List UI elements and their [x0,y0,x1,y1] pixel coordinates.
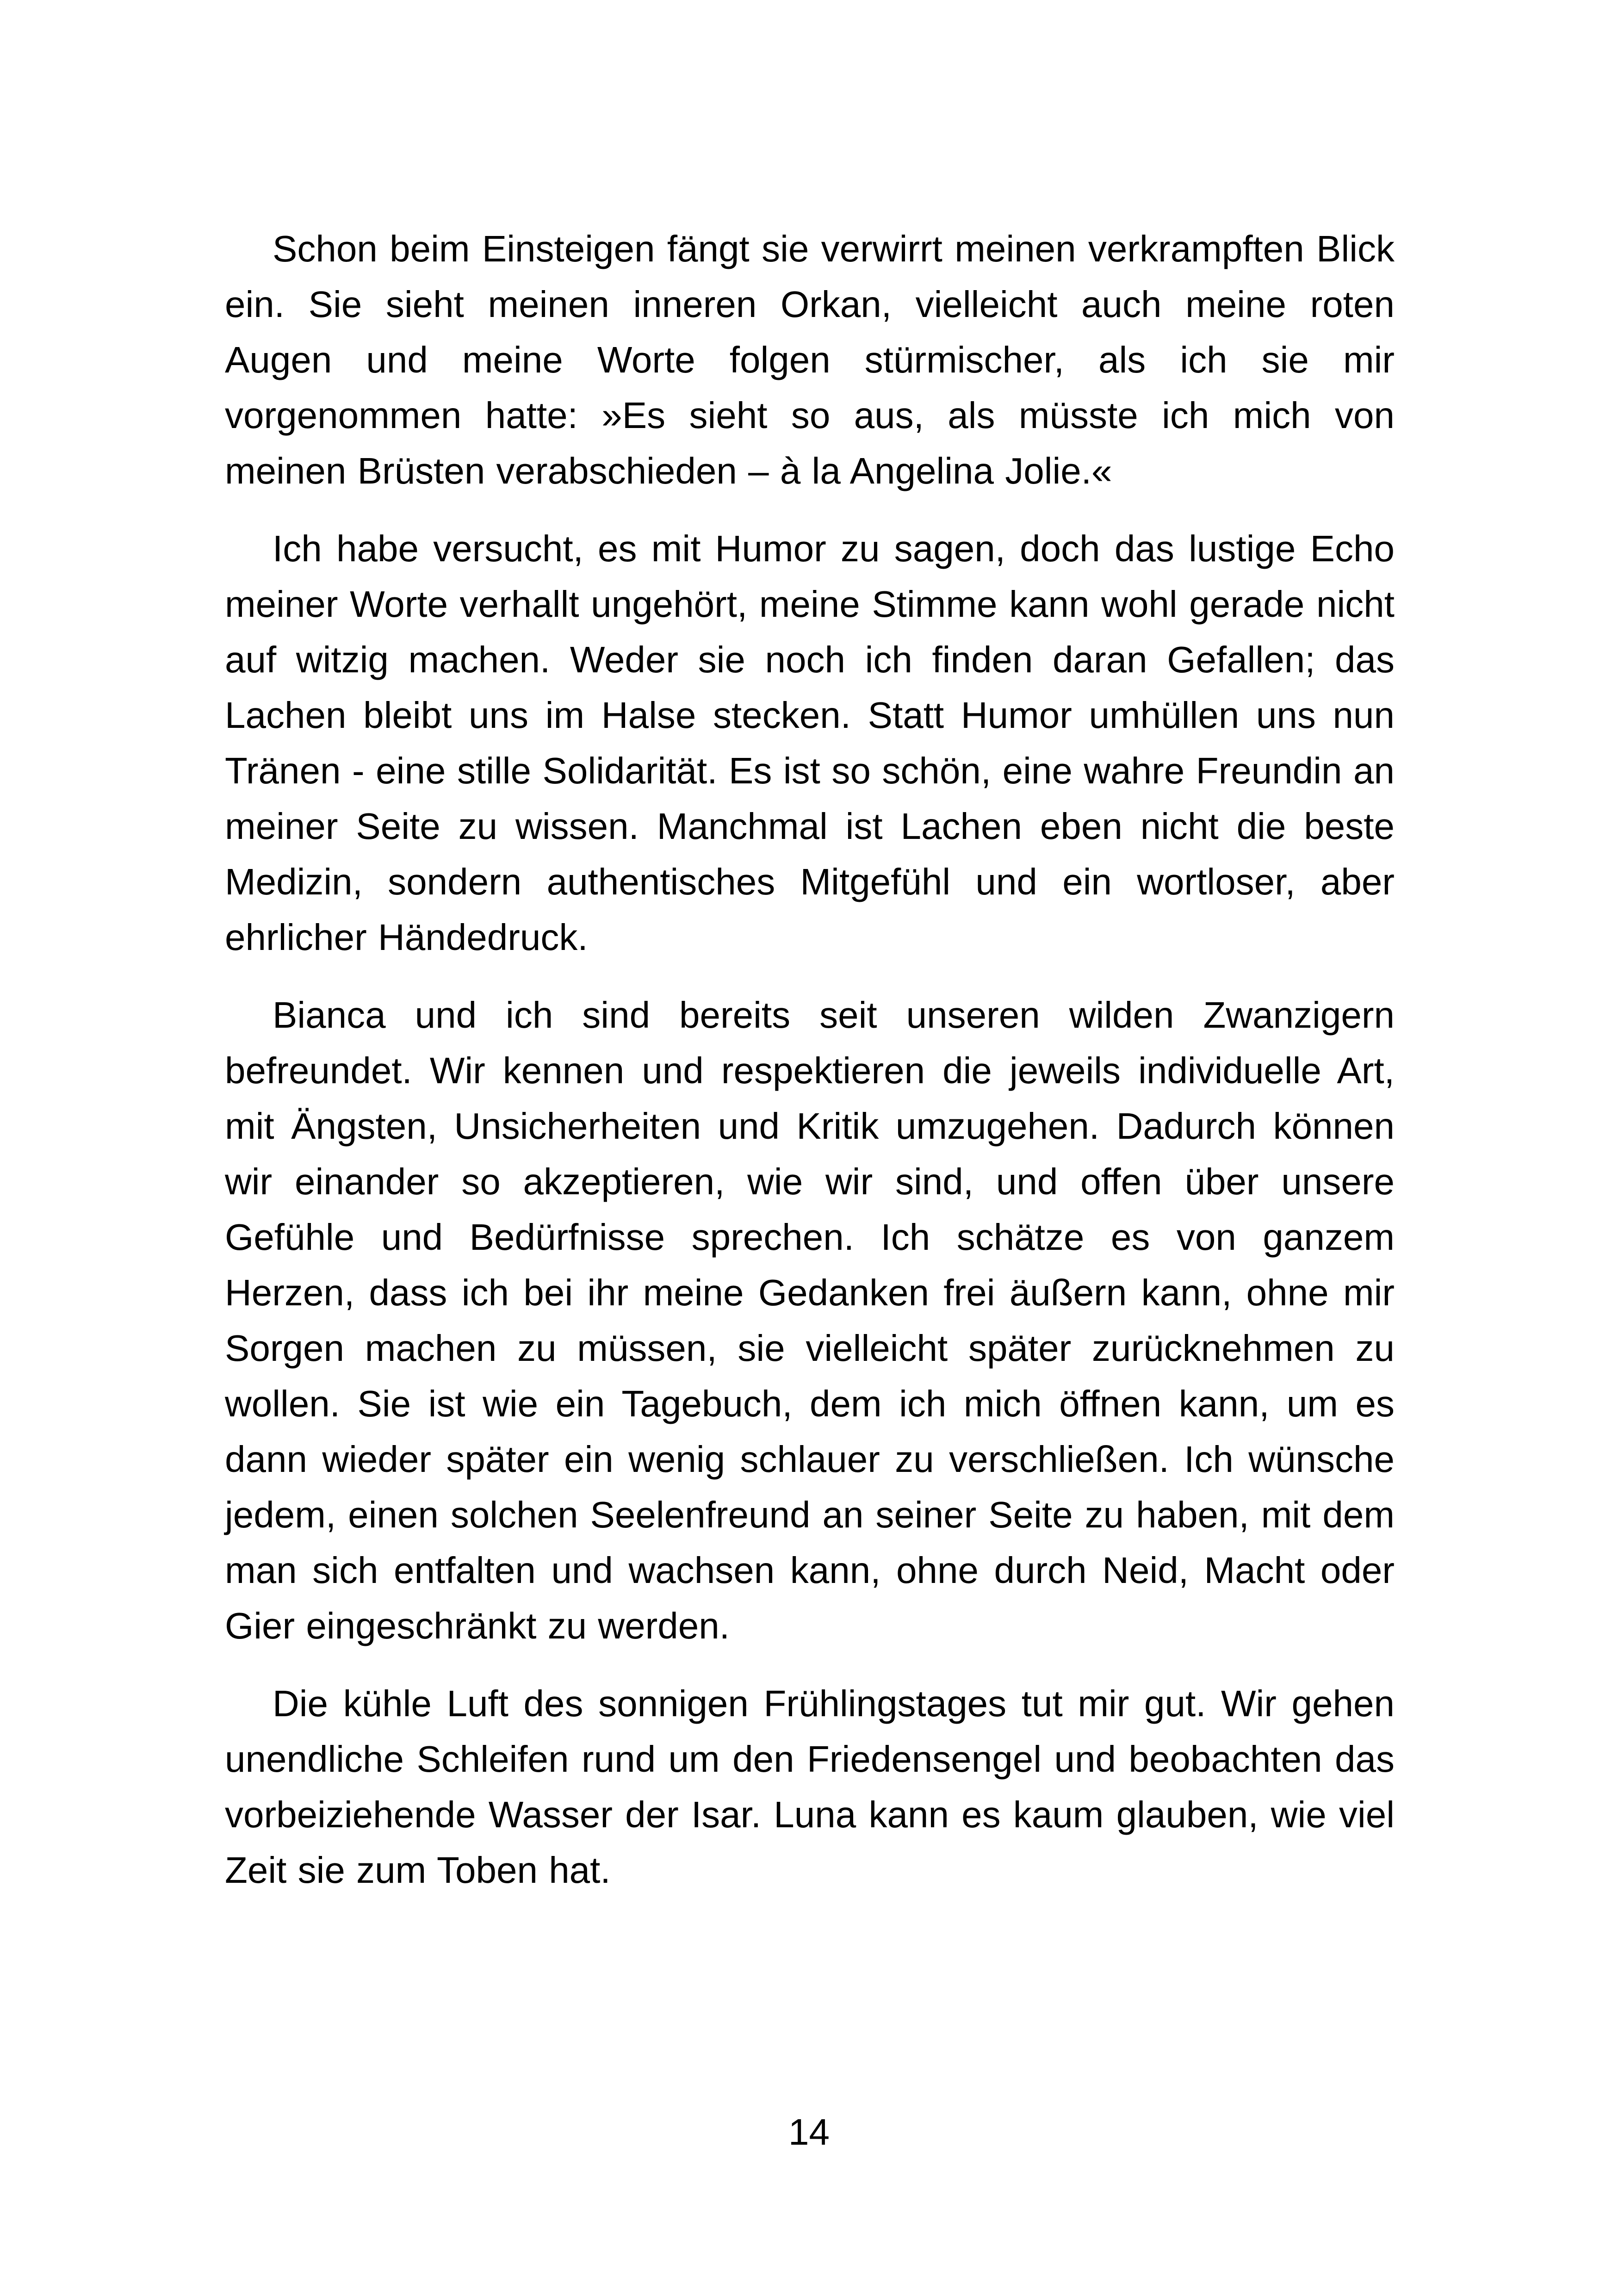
paragraph-3: Bianca und ich sind bereits seit unseren wilden Zwanzigern befreundet. Wir kennen und respektieren die jeweils individuelle Art, mit Ängsten, Unsicherheiten und Kritik umzugehen. Dadurch können wir einander so akzeptieren, wie wir sind, und offen über unsere Gefühle und Bedürfnisse sprechen. Ich schätze es von ganzem Herzen, dass ich bei ihr meine Gedanken frei äußern kann, ohne mir Sorgen machen zu müssen, sie vielleicht später zurücknehmen zu wollen. Sie ist wie ein Tagebuch, dem ich mich öffnen kann, um es dann wieder später ein wenig schlauer zu verschließen. Ich wünsche jedem, einen solchen Seelenfreund an seiner Seite zu haben, mit dem man sich entfalten und wachsen kann, ohne durch Neid, Macht oder Gier eingeschränkt zu werden. [225,994,1395,1646]
paragraph-1: Schon beim Einsteigen fängt sie verwirrt meinen verkrampften Blick ein. Sie sieht meinen inneren Orkan, vielleicht auch meine roten Augen und meine Worte folgen stürmischer, als ich sie mir vorgenommen hatte: »Es sieht so aus, als müsste ich mich von meinen Brüsten verabschieden – à la Angelina Jolie.« [225,228,1395,491]
page-number: 14 [788,2111,830,2153]
paragraph-4: Die kühle Luft des sonnigen Frühlingstages tut mir gut. Wir gehen unendliche Schleifen rund um den Friedensengel und beobachten das vorbeiziehende Wasser der Isar. Luna kann es kaum glauben, wie viel Zeit sie zum Toben hat. [225,1683,1395,1891]
paragraph-2: Ich habe versucht, es mit Humor zu sagen, doch das lustige Echo meiner Worte verhallt ungehört, meine Stimme kann wohl gerade nicht auf witzig machen. Weder sie noch ich finden daran Gefallen; das Lachen bleibt uns im Halse stecken. Statt Humor umhüllen uns nun Tränen - eine stille Solidarität. Es ist so schön, eine wahre Freundin an meiner Seite zu wissen. Manchmal ist Lachen eben nicht die beste Medizin, sondern authentisches Mitgefühl und ein wortloser, aber ehrlicher Händedruck. [225,528,1395,958]
body-text [225,221,1395,1920]
